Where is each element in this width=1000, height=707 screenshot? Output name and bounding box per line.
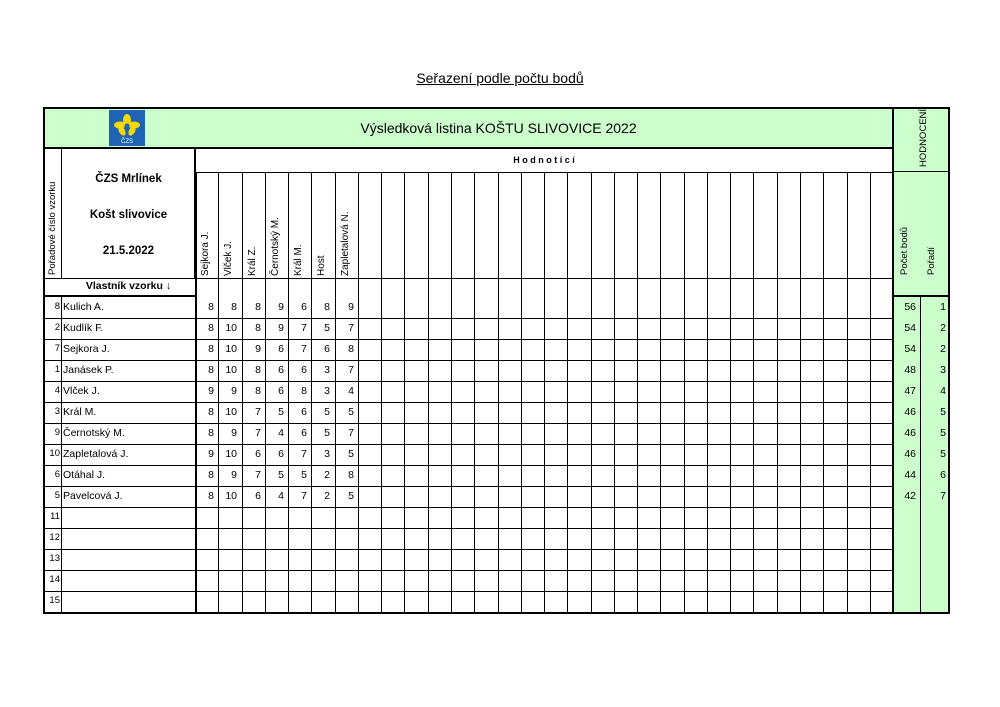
score-cell[interactable]: 7 xyxy=(255,427,261,439)
score-cell[interactable]: 5 xyxy=(278,469,284,481)
grid-line-v xyxy=(61,486,62,507)
points-cell: 47 xyxy=(904,385,916,397)
sample-number: 8 xyxy=(54,301,60,312)
score-cell[interactable]: 9 xyxy=(231,385,237,397)
points-cell: 46 xyxy=(904,427,916,439)
grid-line-h xyxy=(43,278,893,279)
points-header xyxy=(892,172,921,279)
czs-logo-icon xyxy=(109,110,145,146)
score-cell[interactable]: 9 xyxy=(231,427,237,439)
rank-cell xyxy=(921,570,949,591)
score-cell[interactable]: 5 xyxy=(278,406,284,418)
sample-number: 2 xyxy=(54,322,60,333)
rank-cell: 2 xyxy=(940,322,946,334)
rank-cell: 1 xyxy=(940,301,946,313)
grid-line-v xyxy=(800,172,801,612)
score-cell[interactable]: 5 xyxy=(348,490,354,502)
score-cell[interactable]: 7 xyxy=(255,406,261,418)
score-cell[interactable]: 6 xyxy=(301,427,307,439)
rank-cell: 4 xyxy=(940,385,946,397)
hodnotici-header xyxy=(195,147,893,173)
sample-number: 12 xyxy=(49,532,60,543)
score-cell[interactable]: 2 xyxy=(324,469,330,481)
sample-number: 3 xyxy=(54,406,60,417)
logo-text: ČZS xyxy=(121,139,133,145)
score-cell[interactable]: 9 xyxy=(278,322,284,334)
points-cell: 48 xyxy=(904,364,916,376)
grid-line-v xyxy=(61,591,62,612)
score-cell[interactable]: 9 xyxy=(278,301,284,313)
sample-no-label: Pořadové číslo vzorku xyxy=(47,181,58,275)
points-subheader xyxy=(892,278,950,297)
score-cell[interactable]: 6 xyxy=(301,364,307,376)
score-cell[interactable]: 8 xyxy=(255,301,261,313)
score-cell[interactable]: 7 xyxy=(301,343,307,355)
sheet-title: Výsledková listina KOŠTU SLIVOVICE 2022 xyxy=(360,120,637,136)
rank-cell: 5 xyxy=(940,448,946,460)
rank-cell xyxy=(921,549,949,570)
owner-name[interactable]: Janásek P. xyxy=(63,364,114,376)
owner-name[interactable]: Sejkora J. xyxy=(63,343,110,355)
points-cell: 54 xyxy=(904,322,916,334)
grid-line-v xyxy=(870,172,871,612)
score-cell[interactable]: 8 xyxy=(301,385,307,397)
grid-line-v xyxy=(637,172,638,612)
grid-line-v xyxy=(61,423,62,444)
score-cell[interactable]: 8 xyxy=(348,343,354,355)
grid-line-v xyxy=(614,172,615,612)
score-cell[interactable]: 5 xyxy=(301,469,307,481)
grid-line-v xyxy=(61,465,62,486)
judge-name: Vlček J. xyxy=(223,240,234,276)
owner-name[interactable]: Kudlík F. xyxy=(63,322,104,334)
grid-line-v xyxy=(591,172,592,612)
grid-line-h xyxy=(43,612,950,614)
grid-line-v xyxy=(358,172,359,612)
sample-number: 11 xyxy=(50,511,60,522)
info-block xyxy=(61,147,196,279)
score-cell[interactable]: 8 xyxy=(324,301,330,313)
score-cell[interactable]: 8 xyxy=(255,364,261,376)
sample-number: 4 xyxy=(54,385,60,396)
score-cell[interactable]: 7 xyxy=(348,427,354,439)
owner-label: Vlastník vzorku ↓ xyxy=(85,280,172,292)
grid-line-v xyxy=(404,172,405,612)
score-cell[interactable]: 6 xyxy=(301,301,307,313)
sample-number: 7 xyxy=(54,343,60,354)
score-cell[interactable]: 9 xyxy=(255,343,261,355)
owner-name[interactable]: Kulich A. xyxy=(63,301,104,313)
points-cell: 46 xyxy=(904,448,916,460)
owner-name[interactable] xyxy=(63,507,193,528)
owner-name[interactable]: Král M. xyxy=(63,406,97,418)
score-cell[interactable]: 7 xyxy=(301,490,307,502)
score-cell[interactable]: 8 xyxy=(255,385,261,397)
owner-name[interactable]: Pavelcová J. xyxy=(63,490,123,502)
grid-line-v xyxy=(730,172,731,612)
grid-line-v xyxy=(567,172,568,612)
score-cell[interactable]: 8 xyxy=(208,343,214,355)
score-cell[interactable]: 6 xyxy=(255,490,261,502)
grid-line-v xyxy=(61,570,62,591)
judge-name: Král Z. xyxy=(247,246,258,276)
score-cell[interactable]: 6 xyxy=(301,406,307,418)
score-cell[interactable]: 8 xyxy=(208,490,214,502)
event-name: Košt slivovice xyxy=(89,209,168,221)
sample-number: 10 xyxy=(49,448,60,459)
rank-label: Pořadí xyxy=(926,247,937,275)
points-cell xyxy=(893,591,920,612)
sample-no-header xyxy=(43,147,62,279)
points-cell: 56 xyxy=(904,301,916,313)
score-cell[interactable]: 10 xyxy=(225,448,237,460)
rank-cell xyxy=(921,591,949,612)
owner-name[interactable] xyxy=(63,591,193,612)
score-cell[interactable]: 6 xyxy=(278,343,284,355)
points-cell xyxy=(893,507,920,528)
judge-name: Host xyxy=(316,255,327,276)
grid-line-v xyxy=(61,549,62,570)
sample-number: 1 xyxy=(54,364,60,375)
points-cell: 46 xyxy=(904,406,916,418)
grid-line-v xyxy=(823,172,824,612)
score-cell[interactable]: 10 xyxy=(225,406,237,418)
grid-line-v xyxy=(707,172,708,612)
score-cell[interactable]: 10 xyxy=(225,343,237,355)
score-cell[interactable]: 3 xyxy=(324,364,330,376)
score-cell[interactable]: 10 xyxy=(225,364,237,376)
grid-line-v xyxy=(61,381,62,402)
rank-cell xyxy=(921,507,949,528)
page-title: Seřazení podle počtu bodů xyxy=(416,70,584,86)
rank-cell: 5 xyxy=(940,406,946,418)
score-cell[interactable]: 6 xyxy=(255,448,261,460)
rank-cell: 5 xyxy=(940,427,946,439)
hodnotici-label: H o d n o t í c í xyxy=(513,154,575,165)
sheet-title-row xyxy=(43,107,894,149)
score-cell[interactable]: 7 xyxy=(348,322,354,334)
score-cell[interactable]: 4 xyxy=(278,427,284,439)
grid-line-v xyxy=(381,172,382,612)
grid-line-v xyxy=(451,172,452,612)
sample-number: 9 xyxy=(54,427,60,438)
owner-name[interactable]: Zapletalová J. xyxy=(63,448,129,460)
score-cell[interactable]: 8 xyxy=(208,301,214,313)
sample-number: 13 xyxy=(49,553,60,564)
owner-name[interactable]: Černotský M. xyxy=(63,427,125,439)
judge-name: Zapletalová N. xyxy=(340,211,351,276)
points-cell: 54 xyxy=(904,343,916,355)
grid-line-v xyxy=(544,172,545,612)
rank-header xyxy=(920,172,950,279)
score-cell[interactable]: 4 xyxy=(348,385,354,397)
grid-line-v xyxy=(777,172,778,612)
score-cell[interactable]: 7 xyxy=(255,469,261,481)
sample-number: 5 xyxy=(54,490,60,501)
grid-line-v xyxy=(521,172,522,612)
score-cell[interactable]: 8 xyxy=(208,427,214,439)
judge-name: Sejkora J. xyxy=(200,231,211,276)
judge-name: Král M. xyxy=(293,244,304,276)
organisation-name: ČZS Mrlínek xyxy=(95,173,162,185)
score-cell[interactable]: 9 xyxy=(208,448,214,460)
score-cell[interactable]: 6 xyxy=(278,385,284,397)
owner-header xyxy=(61,278,196,297)
score-cell[interactable]: 10 xyxy=(225,322,237,334)
score-cell[interactable]: 8 xyxy=(208,322,214,334)
score-cell[interactable]: 8 xyxy=(231,301,237,313)
grid-line-v xyxy=(753,172,754,612)
score-cell[interactable]: 7 xyxy=(301,448,307,460)
points-cell: 42 xyxy=(904,490,916,502)
hodnoceni-header xyxy=(892,107,950,173)
judge-name: Černotský M. xyxy=(270,217,281,276)
results-sheet xyxy=(43,107,950,616)
rank-cell: 2 xyxy=(940,343,946,355)
score-cell[interactable]: 7 xyxy=(301,322,307,334)
owner-name[interactable] xyxy=(63,549,193,570)
score-cell[interactable]: 8 xyxy=(208,364,214,376)
score-cell[interactable]: 8 xyxy=(208,469,214,481)
score-cell[interactable]: 8 xyxy=(255,322,261,334)
grid-line-v xyxy=(428,172,429,612)
sample-number: 15 xyxy=(49,595,60,606)
sample-number: 6 xyxy=(54,469,60,480)
points-cell: 44 xyxy=(904,469,916,481)
grid-line-v xyxy=(847,172,848,612)
owner-header-spacer xyxy=(43,278,62,297)
score-cell[interactable]: 6 xyxy=(324,343,330,355)
score-cell[interactable]: 3 xyxy=(324,385,330,397)
points-cell xyxy=(893,570,920,591)
grid-line-v xyxy=(61,360,62,381)
hodnoceni-label: HODNOCENÍ xyxy=(918,108,929,167)
owner-name[interactable] xyxy=(63,528,193,549)
rank-cell: 7 xyxy=(940,490,946,502)
score-cell[interactable]: 5 xyxy=(324,322,330,334)
sample-number: 14 xyxy=(49,574,60,585)
owner-name[interactable] xyxy=(63,570,193,591)
score-cell[interactable]: 5 xyxy=(324,406,330,418)
score-cell[interactable]: 5 xyxy=(348,448,354,460)
score-cell[interactable]: 2 xyxy=(324,490,330,502)
points-label: Počet bodů xyxy=(899,226,910,275)
grid-line-v xyxy=(660,172,661,612)
grid-line-v xyxy=(61,528,62,549)
grid-line-v xyxy=(61,339,62,360)
grid-line-v xyxy=(61,297,62,318)
rank-cell xyxy=(921,528,949,549)
rank-cell: 6 xyxy=(940,469,946,481)
grid-line-v xyxy=(61,318,62,339)
grid-line-v xyxy=(61,507,62,528)
grid-line-v xyxy=(684,172,685,612)
event-date: 21.5.2022 xyxy=(102,245,155,257)
owner-name[interactable]: Otáhal J. xyxy=(63,469,106,481)
score-cell[interactable]: 6 xyxy=(278,448,284,460)
score-cell[interactable]: 7 xyxy=(348,364,354,376)
score-cell[interactable]: 8 xyxy=(348,469,354,481)
score-cell[interactable]: 8 xyxy=(208,406,214,418)
score-cell[interactable]: 5 xyxy=(348,406,354,418)
score-cell[interactable]: 5 xyxy=(324,427,330,439)
score-cell[interactable]: 9 xyxy=(208,385,214,397)
score-cell[interactable]: 3 xyxy=(324,448,330,460)
rank-cell: 3 xyxy=(940,364,946,376)
points-cell xyxy=(893,528,920,549)
owner-name[interactable]: Vlček J. xyxy=(63,385,100,397)
grid-line-v xyxy=(61,402,62,423)
grid-line-v xyxy=(474,172,475,612)
points-cell xyxy=(893,549,920,570)
grid-line-v xyxy=(498,172,499,612)
grid-line-v xyxy=(61,444,62,465)
score-cell[interactable]: 4 xyxy=(278,490,284,502)
score-cell[interactable]: 6 xyxy=(278,364,284,376)
score-cell[interactable]: 9 xyxy=(231,469,237,481)
score-cell[interactable]: 9 xyxy=(348,301,354,313)
score-cell[interactable]: 10 xyxy=(225,490,237,502)
